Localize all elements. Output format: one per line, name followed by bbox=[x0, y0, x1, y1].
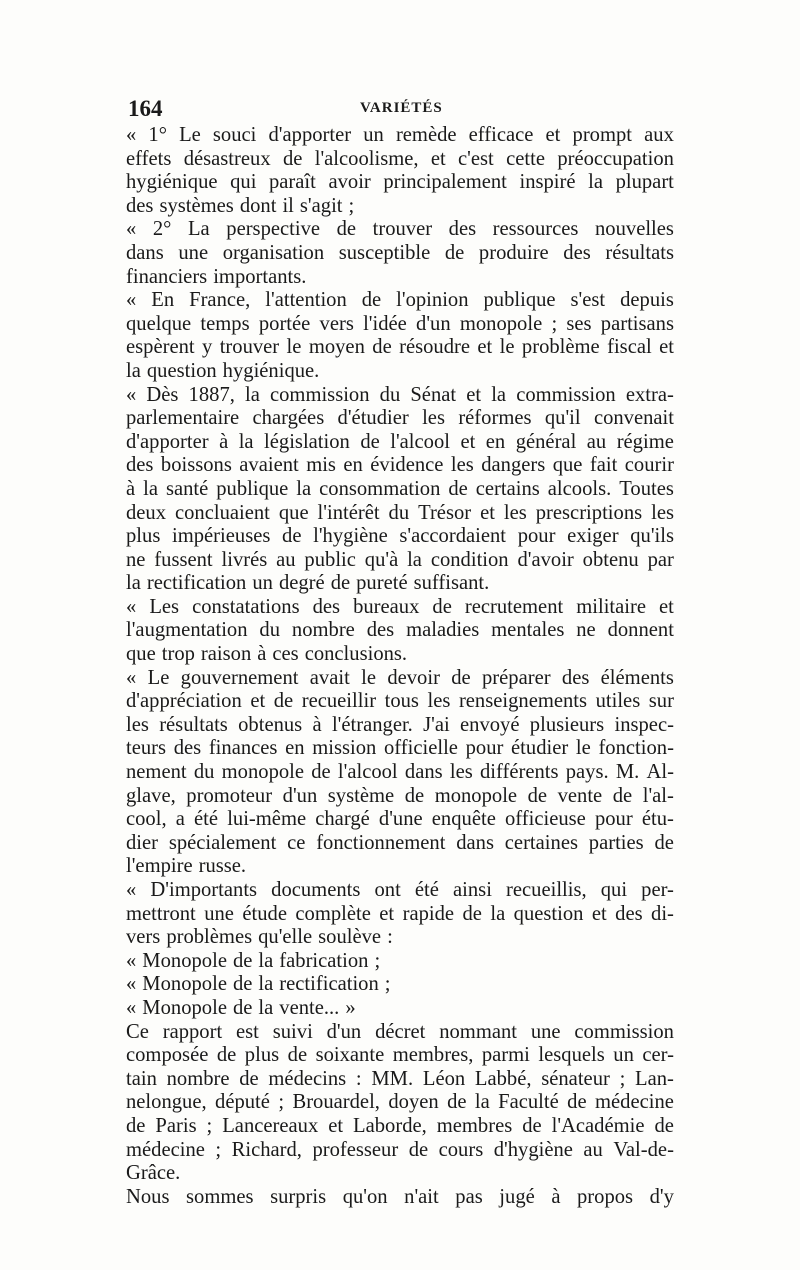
text-line: hygiénique qui paraît avoir principalement inspiré la plupart bbox=[126, 171, 674, 194]
text-line: mettront une étude complète et rapide de la question et des di- bbox=[126, 902, 674, 925]
text-line: effets désastreux de l'alcoolisme, et c'est cette préoccupation bbox=[126, 147, 674, 170]
text-line: Grâce. bbox=[126, 1162, 181, 1185]
text-line: cool, a été lui-même chargé d'une enquête officieuse pour étu- bbox=[126, 808, 674, 831]
text-line: l'empire russe. bbox=[126, 855, 247, 878]
text-line: la question hygiénique. bbox=[126, 359, 320, 382]
text-line: que trop raison à ces conclusions. bbox=[126, 643, 408, 666]
text-line: des systèmes dont il s'agit ; bbox=[126, 194, 355, 217]
text-line: glave, promoteur d'un système de monopole de vente de l'al- bbox=[126, 784, 674, 807]
text-line: dier spécialement ce fonctionnement dans certaines parties de bbox=[126, 831, 674, 854]
text-line: deux concluaient que l'intérêt du Trésor et les prescriptions les bbox=[126, 501, 674, 524]
running-head bbox=[124, 96, 676, 122]
text-line: médecine ; Richard, professeur de cours d'hygiène au Val-de- bbox=[126, 1138, 674, 1161]
text-line: « 1° Le souci d'apporter un remède efficace et prompt aux bbox=[126, 124, 674, 146]
text-line: tain nombre de médecins : MM. Léon Labbé, sénateur ; Lan- bbox=[126, 1067, 674, 1090]
text-line: financiers importants. bbox=[126, 265, 307, 288]
text-line: quelque temps portée vers l'idée d'un monopole ; ses partisans bbox=[126, 312, 674, 335]
text-line: la rectification un degré de pureté suffisant. bbox=[126, 572, 490, 595]
text-line: dans une organisation susceptible de produire des résultats bbox=[126, 241, 674, 264]
text-line: « Monopole de la vente... » bbox=[126, 996, 356, 1019]
section-title: VARIÉTÉS bbox=[360, 100, 443, 116]
text-line: nelongue, député ; Brouardel, doyen de la Faculté de médecine bbox=[126, 1091, 674, 1114]
text-line: « Le gouvernement avait le devoir de préparer des éléments bbox=[126, 666, 674, 689]
text-line: parlementaire chargées d'étudier les réformes qu'il convenait bbox=[126, 407, 674, 430]
text-line: Ce rapport est suivi d'un décret nommant une commission bbox=[126, 1020, 674, 1043]
text-line: d'appréciation et de recueillir tous les renseignements utiles sur bbox=[126, 690, 674, 713]
text-line: « En France, l'attention de l'opinion publique s'est depuis bbox=[126, 289, 674, 312]
text-line: « Monopole de la fabrication ; bbox=[126, 949, 381, 972]
text-line: l'augmentation du nombre des maladies mentales ne donnent bbox=[126, 619, 674, 642]
text-line: à la santé publique la consommation de certains alcools. Toutes bbox=[126, 477, 674, 500]
text-line: des boissons avaient mis en évidence les dangers que fait courir bbox=[126, 454, 674, 477]
text-line: « Monopole de la rectification ; bbox=[126, 973, 391, 996]
text-line: « Dès 1887, la commission du Sénat et la commission extra- bbox=[126, 383, 674, 406]
text-line: d'apporter à la législation de l'alcool et en général au régime bbox=[126, 430, 674, 453]
text-line: de Paris ; Lancereaux et Laborde, membres de l'Académie de bbox=[126, 1114, 674, 1137]
text-line: espèrent y trouver le moyen de résoudre et le problème fiscal et bbox=[126, 336, 674, 359]
text-line: composée de plus de soixante membres, parmi lesquels un cer- bbox=[126, 1044, 674, 1067]
text-line: vers problèmes qu'elle soulève : bbox=[126, 926, 393, 949]
text-line: les résultats obtenus à l'étranger. J'ai envoyé plusieurs inspec- bbox=[126, 713, 674, 736]
text-line: ne fussent livrés au public qu'à la condition d'avoir obtenu par bbox=[126, 548, 674, 571]
text-line: « D'importants documents ont été ainsi recueillis, qui per- bbox=[126, 879, 674, 901]
text-line: teurs des finances en mission officielle pour étudier le fonction- bbox=[126, 737, 674, 760]
text-line: « 2° La perspective de trouver des ressources nouvelles bbox=[126, 218, 674, 241]
page-number: 164 bbox=[128, 96, 163, 121]
body-text bbox=[126, 124, 674, 1209]
text-line: plus impérieuses de l'hygiène s'accordaient pour exiger qu'ils bbox=[126, 525, 674, 548]
text-line: nement du monopole de l'alcool dans les différents pays. M. Al- bbox=[126, 761, 674, 784]
text-line: Nous sommes surpris qu'on n'ait pas jugé à propos d'y bbox=[126, 1185, 674, 1208]
text-line: « Les constatations des bureaux de recrutement militaire et bbox=[126, 595, 674, 618]
